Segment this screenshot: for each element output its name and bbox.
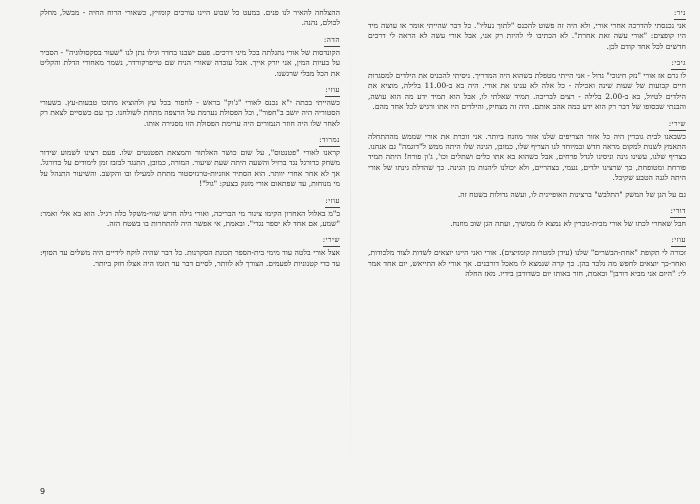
speaker-name: עוזי: [671, 235, 686, 247]
section-text: חבל שאחרי לכתו של אורי מבית-גוברין לא נמצא לו ממשיך, ועתה הגן שוב מוזנח. [450, 218, 686, 228]
section-text: הקונדסות של אורי נתגלתה בכל מיני דרכים. פעם ישבנו בחדר וגילו נתן לנו "שעור בסקסולוגיה" - הסביר על בעיות המין, אני יורק אייך. אבל עובדה שאורי הניח שם טייפרקורדר, נשמר מאחורי הדלת והקליט את הכל מבלי שרגשנו. [40, 47, 340, 78]
section [368, 119, 686, 184]
speaker-name: שירי: [669, 119, 686, 131]
section-text: גם על הגן של המשק "התלבש" ברצינות האופיינית לו, ועשה גדולות בשטח זה. [457, 189, 686, 199]
section [40, 85, 340, 129]
speaker-name: שירי: [323, 235, 340, 247]
speaker-name: נמרוד: [319, 135, 340, 147]
left-column [40, 8, 340, 486]
section [40, 35, 340, 79]
speaker-name: הדה: [324, 35, 340, 47]
section [40, 196, 340, 230]
section-text: כשבאנו לבית גוברין היה כל אזור הצריפים שלנו אזור מוזנח ביותר. אני זוכרת את אורי שממש מההתחלה התאמץ לשנות למקום מראה חדש ובמיוחד לנו הצריף שלו, כמובן, הגינה שלו היתה ממש ל"דוגמה" גם אנחנו. בצריף שלנו, עשינו גינה וניסינו לגדל פרחים, אבל כשהוא בא אתו כלים ושתלים וכו', ג'ון פורח! היתה תמיד פורחת ומטופחת, כך שרצינו ילדים, נעמי, בצהריים, ולא יכולנו ליהנות מן הגינה. כך שהדלת גינתו של אורי היתה לגנה הטבע שקיבל. [368, 131, 686, 183]
page-number: 9 [40, 487, 46, 496]
section-text: אצל אורי בלטה עוד מימי בית-הספר תכונת הסקרנות. כל דבר שהיה לוקח לידיים היה משלים עד הסוף: עד כדי קטנוניות לפעמים. הצורך לא לוותר, לסיים דבר עד תומו היה אצלו חזק ביותר. [40, 248, 340, 268]
section [368, 190, 686, 200]
speaker-name: עוזי: [325, 196, 340, 208]
section [40, 8, 340, 29]
page-gutter [350, 0, 351, 504]
section [368, 58, 686, 113]
section-text: קראנו לאורי "פטנטוס", על שום כושר האלתור והמצאת הפטנטים שלו. פעם רצינו לשמוע שידור משחק כדורגל נגד ברזיל והשעה היתה שעת שיעור. המורה, כמובן, התנגד לבזבז זמן לימודים על כדורגל. אך לא אחר אחרי יוותר. הוא הסתיר אוזניות-טרנזיסטור מתחת למעילו ובו והקשב. והשיעור התנהל על מי מנוחות, עד שפתאום אורי מזנק בצעק: "גול"! [40, 147, 340, 189]
section [368, 235, 686, 279]
section [40, 235, 340, 269]
section [368, 8, 686, 52]
right-column [368, 8, 686, 486]
section-text: לו גרם אז אורי "נזק חינוכי" גדול - אני הייתי מטפלת בשהוא היה המדריך. ניסיתי להכניס את הילדים למסגרות חיים קבועות של שעות שינה ואכילה - כל אלה לא ענינו את אורי. היה בא ב-11.00 בלילה, מוציא את הילדים לטיול, בא ב-2.00 בלילה - רצים לבריכה. תמיד שאלתי לו, אבל הוא תמיד ידע מה הוא עושה, והבנתי שבסופו של דבר רק הוא ידע כמה אהב אותם. היה זה מצחיק, והילדים היו אתו ורגיש לכל אחד מהם. [368, 71, 686, 112]
section-text: כשהייתי בכתה י"א נכנס לאורי "ג'וק" בראש - לחפור בכל עץ ולהוציא מתוכו טבעות-עץ. בשעורי הסטוריה היה יושב ב"חפור", וכל הפסולת נערמת על הרצפה מתחת לשולחנו. כך עם כשסיים לצאת רק לאחר שלו היה חוזר הנמורים היה ערימת הפסולת הזו מסגירה אותו. [40, 97, 340, 128]
section [40, 135, 340, 190]
section-text: ב"מ באלול האחרון הקימו צינור מי הבריכה, ואורי גילה חרש שווי-משקל כלה רגיל. הוא בא אלי ואמר: "שמע, אם אחד לא יספר נגדי". ובאמת, אי אפשר היה להתחרות בו בשטח הזה. [40, 208, 340, 228]
speaker-name: ניר: [674, 8, 686, 20]
section-text: אני נכנסתי להדרכה אחרי אורי, ולא היה זה פשוט להכנס "לתוך נעליו". כל דבר שהייתי אומר או עושה מיד היו קופצים: "אורי עשה זאת אחרת". לא הכתיבו לי להיות רק אני, אבל אורי עשה לא הראה לי דרכים חדשים לכל אחד קודם לכן. [368, 20, 686, 51]
speaker-name: גיבי: [671, 58, 686, 70]
speaker-name: עוזי: [325, 85, 340, 97]
section-text: זכורה לי תקופת "אחת-הבשרים" שלנו (עידן למטרות קומזיצים). אורי ואני היינו יוצאים לשדות לצוד מלכודות, ואחר-כך יוצאים לחפש מה נלכד בהן. כך קרה שנמצא לו מאכל דורבנים. אך אורי לא התייאש, יום אחד אמר לי: "היום אני מביא דורבן" ובאמת, חזר באותו יום כשדורבן בידיו. מאז החלה [368, 248, 686, 279]
section [368, 206, 686, 229]
speaker-name: דודי: [670, 206, 686, 218]
section-text: ההצלחה להאיר לנו פנים. במעט כל שבוע היינו עורכים קומזיץ, כשאורי הרוח החיה - מבשל, מחלק לכולם, נהנה. [40, 8, 340, 28]
